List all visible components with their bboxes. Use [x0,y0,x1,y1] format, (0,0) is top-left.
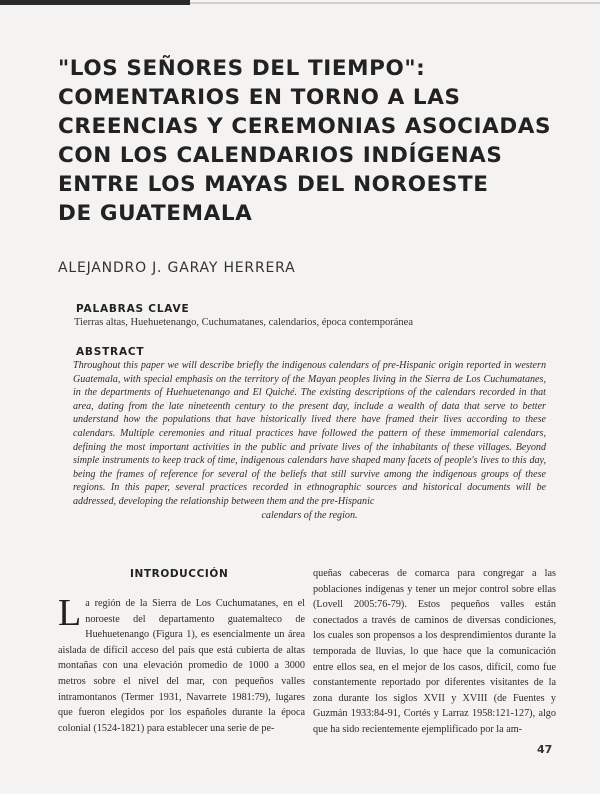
title-line: CON LOS CALENDARIOS INDÍGENAS [58,143,503,168]
body-column-right [313,566,556,738]
keywords-heading: PALABRAS CLAVE [76,303,190,315]
article-title [58,54,558,228]
title-line: CREENCIAS Y CEREMONIAS ASOCIADAS [58,114,552,139]
abstract-body: Throughout this paper we will describe briefly the indigenous calendars of pre-Hispanic origin reported in western Guatemala, with special emphasis on the territory of the Mayan peoples living in the Sierra de Los Cuchumatanes, in the departments of Huehuetenango and El Quiché. The existing descriptions of the calendars recorded in that area, dating from the late nineteenth century to the present day, include a wealth of data that serve to better understand how the populations that have historically lived there have framed their lives according to these calendars. Multiple ceremonies and ritual practices have followed the pattern of these immemorial calendars, defining the most important activities in the public and private lives of the inhabitants of these villages. Beyond simple instruments to keep track of time, indigenous calendars have shaped many facets of people's lives to this day, being the frames of reference for several of the beliefs that still survive among the indigenous groups of these regions. In this paper, several practices recorded in ethnographic sources and historical documents will be addressed, developing the relationship between them and the pre-Hispanic [73,360,546,507]
intro-paragraph-continued: queñas cabeceras de comarca para congregar a las poblaciones indígenas y tener un mejor control sobre ellas (Lovell 2005:76-79). Estos pequeños valles están conectados a través de caminos de diversas condiciones, los cuales son propensos a los desprendimientos durante la temporada de lluvias, lo que hace que la comunicación entre ellos sea, en el mejor de los casos, difícil, como fue constantemente reportado por diferentes visitantes de la zona durante los siglos XVII y XVIII (de Fuentes y Guzmán 1933:84-91, Cortés y Larraz 1958:121-127), algo que ha sido recientemente ejemplificado por la am- [313,568,556,735]
introduction-heading: INTRODUCCIÓN [130,568,229,580]
drop-cap: L [58,592,82,634]
title-line: COMENTARIOS EN TORNO A LAS [58,85,461,110]
intro-paragraph: a región de la Sierra de Los Cuchumatanes, en el noroeste del departamento guatemalteco de Huehuetenango (Figura 1), es esencialmente un área aislada de difícil acceso del país que está cubierta de altas montañas con una elevación promedio de 1000 a 3000 metros sobre el nivel del mar, con pequeños valles intramontanos (Termer 1931, Navarrete 1981:79), lugares que fueron elegidos por los españoles durante la época colonial (1524-1821) para establecer una serie de pe- [58,598,305,734]
keywords-text: Tierras altas, Huehuetenango, Cuchumatanes, calendarios, época contemporánea [74,317,413,328]
body-column-left [58,592,305,736]
abstract-text [73,359,546,522]
abstract-end: calendars of the region. [261,509,358,521]
top-rule [0,0,600,6]
page-number: 47 [537,743,553,756]
title-line: "LOS SEÑORES DEL TIEMPO": [58,56,426,81]
author-name: ALEJANDRO J. GARAY HERRERA [58,260,296,276]
title-line: ENTRE LOS MAYAS DEL NOROESTE [58,172,489,197]
title-line: DE GUATEMALA [58,201,253,226]
abstract-heading: ABSTRACT [76,346,145,358]
